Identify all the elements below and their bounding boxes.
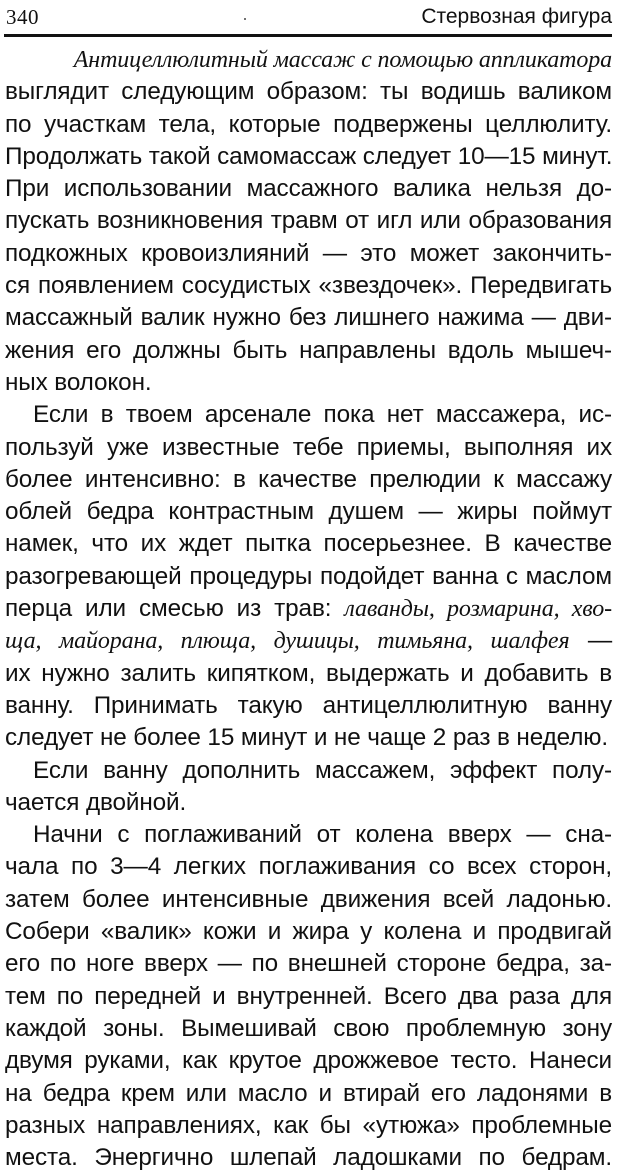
- text-segment: чается двойной.: [5, 788, 187, 816]
- italic-text: Антицеллюлитный массаж с помощью аппликатора: [73, 47, 612, 73]
- text-line: [5, 496, 612, 528]
- body-text: [5, 44, 612, 1174]
- text-segment: места. Энергично шлепай ладошками по бедрам.: [5, 1144, 612, 1172]
- text-line: [5, 625, 612, 657]
- text-line: [5, 916, 612, 948]
- page-header: [6, 2, 612, 32]
- text-segment: Собери «валик» кожи и жира у колена и продвигай: [5, 918, 612, 946]
- text-segment: массажный валик нужно без лишнего нажима — дви-: [5, 304, 612, 332]
- text-segment: их нужно залить кипятком, выдержать и добавить в: [5, 659, 612, 687]
- text-line: [5, 238, 612, 270]
- italic-text: лаванды, розмарина, хво-: [344, 596, 613, 623]
- header-rule: [4, 34, 612, 37]
- text-segment: выглядит следующим образом: ты водишь валиком: [5, 78, 612, 106]
- text-line: [5, 141, 612, 173]
- text-line: [5, 302, 612, 334]
- text-segment: ных волокон.: [5, 368, 152, 396]
- text-segment: —: [569, 627, 612, 655]
- text-line: [5, 1142, 612, 1174]
- text-line: [5, 787, 612, 819]
- text-line: [5, 819, 612, 851]
- text-segment: тем по передней и внутренней. Всего два раза для: [5, 982, 612, 1010]
- text-segment: каждой зоны. Вымешивай свою проблемную зону: [5, 1014, 612, 1042]
- text-line: [5, 432, 612, 464]
- italic-text: ща, майорана, плюща, душицы, тимьяна, шалфея: [5, 628, 570, 655]
- text-line: [5, 1110, 612, 1142]
- text-segment: Если ванну дополнить массажем, эффект полу-: [33, 756, 612, 784]
- text-line: [5, 851, 612, 883]
- text-line: [5, 367, 612, 399]
- text-segment: чала по 3—4 легких поглаживания со всех сторон,: [5, 853, 612, 881]
- text-segment: разных направлениях, как бы «утюжа» проблемные: [5, 1111, 612, 1139]
- text-line: [5, 658, 612, 690]
- text-segment: Продолжать такой самомассаж следует 10—15 минут.: [5, 142, 613, 170]
- text-line: [5, 755, 612, 787]
- text-line: [5, 109, 612, 141]
- text-line: [5, 270, 612, 302]
- text-segment: ся появлением сосудистых «звездочек». Передвигать: [5, 272, 612, 300]
- text-line: [5, 173, 612, 205]
- text-segment: пускать возникновения травм от игл или образования: [5, 207, 612, 235]
- print-speck: [244, 18, 246, 20]
- text-segment: перца или смесью из трав:: [5, 595, 345, 623]
- text-line: [5, 1045, 612, 1077]
- text-line: [5, 690, 612, 722]
- text-line: [5, 561, 612, 593]
- text-line: [5, 948, 612, 980]
- text-line: [5, 44, 612, 76]
- text-segment: При использовании массажного валика нельзя до-: [5, 175, 612, 203]
- text-line: [5, 335, 612, 367]
- text-segment: двумя руками, как крутое дрожжевое тесто. Нанеси: [5, 1047, 612, 1075]
- text-segment: намек, что их ждет пытка посерьезнее. В качестве: [5, 530, 612, 558]
- text-segment: более интенсивно: в качестве прелюдии к массажу: [5, 465, 612, 493]
- text-line: [5, 76, 612, 108]
- text-segment: следует не более 15 минут и не чаще 2 раз в неделю.: [5, 724, 608, 752]
- text-segment: Если в твоем арсенале пока нет массажера, ис-: [33, 401, 612, 429]
- text-segment: ванну. Принимать такую антицеллюлитную ванну: [5, 691, 612, 719]
- text-segment: Начни с поглаживаний от колена вверх — сна-: [33, 821, 612, 849]
- text-line: [5, 1013, 612, 1045]
- text-segment: облей бедра контрастным душем — жиры поймут: [5, 498, 612, 526]
- text-line: [5, 884, 612, 916]
- text-segment: разогревающей процедуры подойдет ванна с маслом: [5, 562, 612, 590]
- text-line: [5, 528, 612, 560]
- text-line: [5, 399, 612, 431]
- text-segment: затем более интенсивные движения всей ладонью.: [5, 885, 612, 913]
- text-segment: пользуй уже известные тебе приемы, выполняя их: [5, 433, 612, 461]
- text-line: [5, 981, 612, 1013]
- text-line: [5, 205, 612, 237]
- text-segment: на бедра крем или масло и втирай его ладонями в: [5, 1079, 612, 1107]
- text-segment: подкожных кровоизлияний — это может закончить-: [5, 239, 612, 267]
- text-segment: его по ноге вверх — по внешней стороне бедра, за-: [5, 950, 612, 978]
- running-title: Стервозная фигура: [421, 5, 612, 28]
- text-line: [5, 722, 612, 754]
- text-segment: по участкам тела, которые подвержены целлюлиту.: [5, 110, 612, 138]
- page-number: 340: [6, 5, 39, 29]
- text-line: [5, 1078, 612, 1110]
- text-line: [5, 593, 612, 625]
- text-line: [5, 464, 612, 496]
- text-segment: жения его должны быть направлены вдоль мышеч-: [5, 336, 612, 364]
